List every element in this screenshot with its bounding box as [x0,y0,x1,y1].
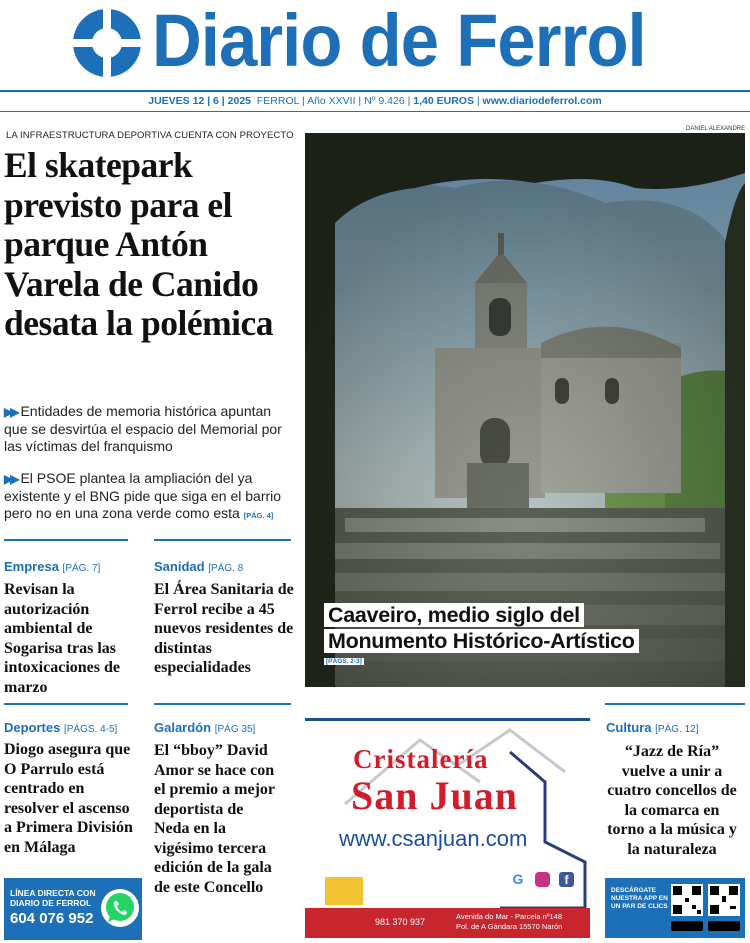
section-label-cultura[interactable] [606,720,698,735]
section-name: Empresa [4,559,59,574]
contact-label-line-1: LÍNEA DIRECTA CON [10,888,96,898]
photo-page-ref[interactable]: [PÁGS. 2-3] [324,658,364,665]
section-page: [PÁGS. 4-5] [63,724,118,735]
section-page: [PÁG. 8 [208,563,244,574]
lead-page-ref[interactable]: [PÁG. 4] [243,511,274,520]
ad-brand-line-1: Cristalería [353,744,489,774]
date: JUEVES 12 | 6 | 2025 [148,95,252,107]
sanidad-headline[interactable]: El Área Sanitaria de Ferrol recibe a 45 nuevos residentes de distintas especialidades [154,581,294,676]
section-rule [154,703,291,705]
section-label-sanidad[interactable] [154,559,243,574]
section-rule [605,703,745,705]
city: FERROL [256,95,300,107]
bullet-arrow-icon: ▶▶ [4,405,17,419]
lead-headline[interactable]: El skatepark previsto para el parque Antón Varela de Canido desata la polémica [4,145,274,343]
section-name: Sanidad [154,559,205,574]
advertisement[interactable] [305,712,590,938]
section-rule [154,539,291,541]
ad-footer [305,908,590,938]
section-page: [PÁG 35] [214,724,256,735]
app-store-badge[interactable] [708,921,740,931]
ad-address-line-1: Avenida do Mar - Parcela nº148 [456,912,562,921]
section-rule [4,703,128,705]
section-label-deportes[interactable] [4,720,117,735]
ad-phone[interactable]: 981 370 937 [375,917,426,927]
issue-number: Nº 9.426 [364,95,405,107]
deportes-headline[interactable]: Diogo asegura que O Parrulo está centrado en resolver el ascenso a Primera División en Málaga [4,741,133,856]
section-page: [PÁG. 7] [62,563,101,574]
section-name: Cultura [606,720,652,735]
dateline: JUEVES 12 | 6 | 2025 FERROL | Año XXVII | Nº 9.426 | 1,40 EUROS | www.diariodeferrol.com [148,95,602,107]
section-label-galardon[interactable] [154,720,255,735]
empresa-headline[interactable]: Revisan la autorización ambiental de Sogarisa tras las intoxicaciones de marzo [4,581,120,696]
bullet-arrow-icon: ▶▶ [4,472,17,486]
ad-website[interactable]: www.csanjuan.com [339,826,528,851]
photo-caption-line-2[interactable]: Monumento Histórico-Artístico [324,629,639,653]
section-name: Deportes [4,720,61,735]
qr-code-icon[interactable] [671,884,703,916]
section-page: [PÁG. 12] [655,724,699,735]
photo-credit: DANIEL ALEXANDRE [686,126,746,132]
lead-bullet-1-text: Entidades de memoria histórica apuntan que se desvirtúa el espacio del Memorial por las víctimas del franquismo [4,403,282,454]
ad-address [456,912,562,932]
cultura-headline[interactable]: “Jazz de Ría” vuelve a unir a cuatro concellos de la comarca en torno a la música y la naturaleza [607,743,737,858]
newspaper-title[interactable]: Diario de Ferrol [152,0,646,82]
dateline-rule [0,111,750,112]
whatsapp-icon[interactable] [100,888,140,928]
contact-box[interactable] [4,878,142,940]
masthead-rule [0,90,750,92]
section-rule [4,539,128,541]
app-download-box[interactable] [605,878,745,938]
volume-year: Año XXVII [307,95,356,107]
app-download-text: DESCÁRGATE NUESTRA APP EN UN PAR DE CLICS [611,887,668,910]
section-label-empresa[interactable] [4,559,100,574]
google-icon[interactable]: G [512,871,524,887]
lead-bullet-2 [4,470,296,524]
google-play-badge[interactable] [671,921,703,931]
section-name: Galardón [154,720,212,735]
newspaper-logo-icon [70,6,144,80]
contact-label-line-2: DIARIO DE FERROL [10,898,92,908]
photo-caption-line-1[interactable]: Caaveiro, medio siglo del [324,603,584,627]
lead-bullet-1 [4,403,296,455]
lead-kicker: LA INFRAESTRUCTURA DEPORTIVA CUENTA CON PROYECTO [6,130,294,141]
lead-bullet-2-text: El PSOE plantea la ampliación del ya existente y el BNG pide que siga en el barrio pero no en una zona verde como esta [4,470,282,521]
price: 1,40 EUROS [413,95,474,107]
photo-caption [324,602,639,665]
instagram-icon[interactable] [535,872,550,887]
website-link[interactable]: www.diariodeferrol.com [482,95,602,107]
qr-code-icon[interactable] [708,884,740,916]
galardon-headline[interactable]: El “bboy” David Amor se hace con el premio a mejor deportista de Neda en la vigésimo tercera edición de la gala de este Concello [154,742,275,896]
contact-label [10,888,96,908]
ad-address-line-2: Pol. de A Gándara 15570 Narón [456,922,563,931]
facebook-icon[interactable]: f [559,872,574,887]
ad-brand-line-2: San Juan [351,773,518,818]
contact-phone[interactable]: 604 076 952 [10,910,94,927]
